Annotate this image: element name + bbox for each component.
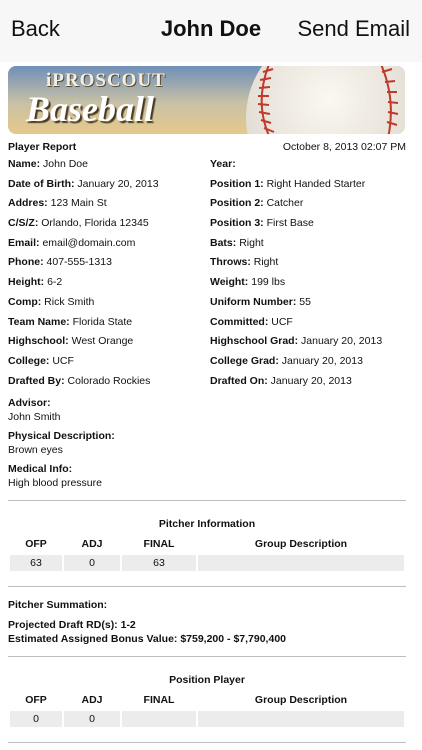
final-cell <box>122 711 196 727</box>
send-email-button[interactable]: Send Email <box>297 16 410 41</box>
field-row: Throws: Right <box>210 256 279 269</box>
field-row: College Grad: January 20, 2013 <box>210 354 363 367</box>
column-header: OFP <box>25 538 47 550</box>
advisor-label: Advisor: <box>8 397 51 409</box>
pitcher-table-header <box>8 538 406 552</box>
banner-brand: iPROSCOUT <box>46 70 166 91</box>
page-title: John Doe <box>160 16 262 41</box>
position-player-title: Position Player <box>169 674 245 686</box>
final-cell: 63 <box>122 555 196 571</box>
estimated-bonus-value: Estimated Assigned Bonus Value: $759,200 - $7,790,400 <box>8 633 286 645</box>
field-row: Position 1: Right Handed Starter <box>210 177 366 190</box>
field-row: Name: John Doe <box>8 158 88 170</box>
column-header: FINAL <box>143 538 175 550</box>
field-row: Year: <box>210 158 236 170</box>
column-header: OFP <box>25 694 47 706</box>
field-row: Position 2: Catcher <box>210 197 304 210</box>
physical-description-label: Physical Description: <box>8 430 115 442</box>
divider <box>8 500 406 501</box>
report-date: October 8, 2013 02:07 PM <box>282 141 406 153</box>
back-button[interactable]: Back <box>11 16 60 41</box>
pitcher-information-title: Pitcher Information <box>158 518 256 530</box>
field-row: Weight: 199 lbs <box>210 276 286 289</box>
group-description-cell <box>198 711 404 727</box>
report-title: Player Report <box>8 141 77 153</box>
group-description-cell <box>198 555 404 571</box>
field-row: Highschool Grad: January 20, 2013 <box>210 335 383 348</box>
ofp-cell: 63 <box>10 555 62 571</box>
field-row: Bats: Right <box>210 236 264 249</box>
pitcher-summation-title: Pitcher Summation: <box>8 599 108 611</box>
adj-cell: 0 <box>64 555 120 571</box>
pitcher-table-row <box>8 555 406 571</box>
projected-draft-rounds: Projected Draft RD(s): 1-2 <box>8 619 136 631</box>
column-header: ADJ <box>81 694 103 706</box>
player-details-right <box>210 158 406 394</box>
field-row: Phone: 407-555-1313 <box>8 256 112 269</box>
ofp-cell: 0 <box>10 711 62 727</box>
adj-cell: 0 <box>64 711 120 727</box>
physical-description-value: Brown eyes <box>8 444 63 456</box>
field-row: Date of Birth: January 20, 2013 <box>8 177 159 190</box>
medical-info-value: High blood pressure <box>8 477 102 489</box>
field-row: Committed: UCF <box>210 315 293 328</box>
column-header: ADJ <box>81 538 103 550</box>
baseball-icon <box>246 66 405 134</box>
field-row: Position 3: First Base <box>210 217 314 230</box>
field-row: Email: email@domain.com <box>8 236 136 249</box>
column-header: Group Description <box>254 538 348 550</box>
field-row: Highschool: West Orange <box>8 335 134 348</box>
divider <box>8 586 406 587</box>
field-row: Team Name: Florida State <box>8 315 133 328</box>
field-row: Height: 6-2 <box>8 276 63 289</box>
column-header: FINAL <box>143 694 175 706</box>
medical-info-block <box>8 463 102 489</box>
physical-description-block <box>8 430 115 456</box>
field-row: Drafted By: Colorado Rockies <box>8 374 151 387</box>
field-row: Addres: 123 Main St <box>8 197 107 210</box>
banner-sport: Baseball <box>26 89 155 129</box>
position-table-row <box>8 711 406 727</box>
divider <box>8 742 406 743</box>
field-row: College: UCF <box>8 354 74 367</box>
field-row: Drafted On: January 20, 2013 <box>210 374 352 387</box>
column-header: Group Description <box>254 694 348 706</box>
divider <box>8 656 406 657</box>
field-row: Comp: Rick Smith <box>8 295 95 308</box>
player-details-left <box>8 158 208 394</box>
field-row: Uniform Number: 55 <box>210 295 311 308</box>
navigation-bar <box>0 0 422 62</box>
position-table-header <box>8 694 406 708</box>
advisor-block <box>8 397 61 423</box>
iproscout-baseball-banner <box>8 66 405 134</box>
player-report <box>8 138 406 398</box>
field-row: C/S/Z: Orlando, Florida 12345 <box>8 217 149 230</box>
advisor-value: John Smith <box>8 411 61 423</box>
medical-info-label: Medical Info: <box>8 463 73 475</box>
